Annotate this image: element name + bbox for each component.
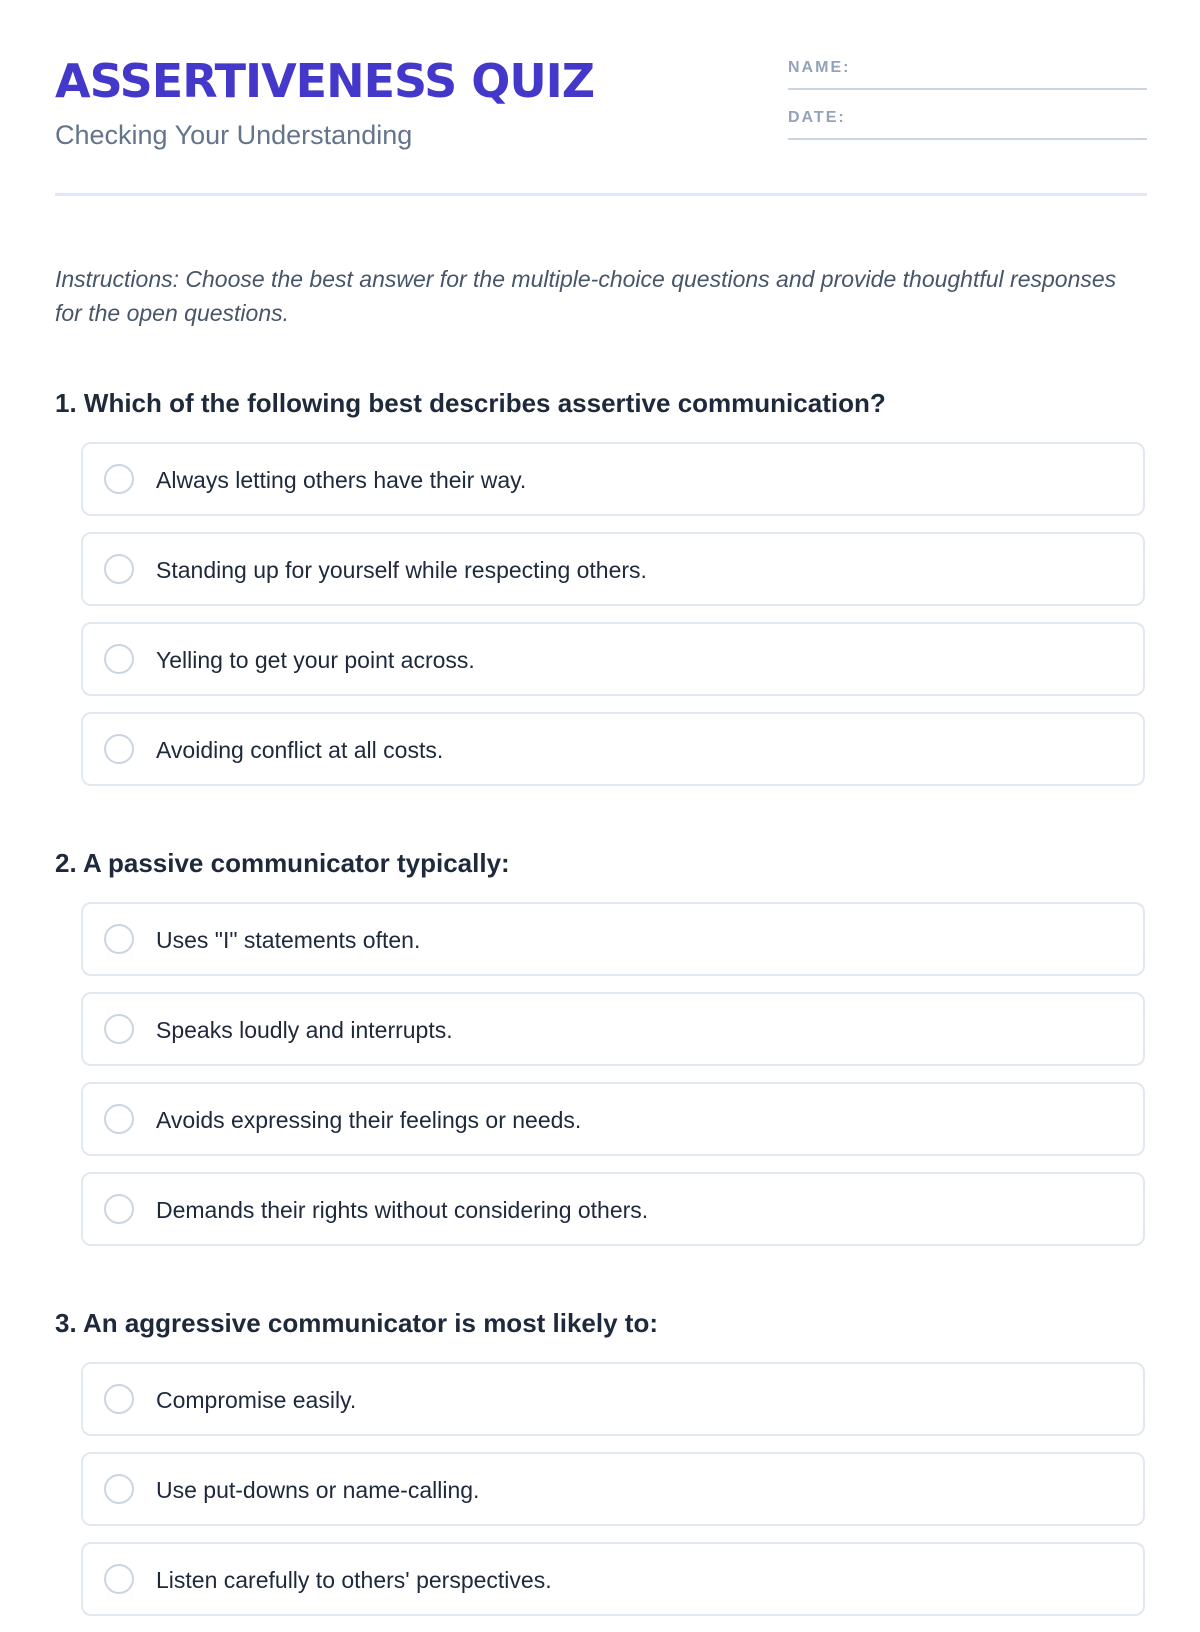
option-label: Standing up for yourself while respecting others.: [156, 557, 647, 583]
radio-button[interactable]: [104, 1474, 134, 1504]
option-label: Listen carefully to others' perspectives.: [156, 1567, 552, 1593]
option-1c[interactable]: [81, 622, 1145, 696]
header: [55, 0, 1147, 197]
option-label: Demands their rights without considering others.: [156, 1197, 649, 1223]
option-3a[interactable]: [81, 1362, 1145, 1436]
option-label: Compromise easily.: [156, 1387, 357, 1413]
question-text: 1. Which of the following best describes assertive communication?: [55, 388, 886, 418]
option-3b[interactable]: [81, 1452, 1145, 1526]
page-title: ASSERTIVENESS QUIZ: [55, 54, 595, 108]
radio-button[interactable]: [104, 1564, 134, 1594]
option-1b[interactable]: [81, 532, 1145, 606]
option-2b[interactable]: [81, 992, 1145, 1066]
question-1: [55, 387, 1147, 802]
question-text: 3. An aggressive communicator is most likely to:: [55, 1308, 659, 1338]
question-text: 2. A passive communicator typically:: [55, 848, 510, 878]
option-label: Yelling to get your point across.: [156, 647, 475, 673]
date-label: DATE:: [788, 109, 846, 126]
radio-button[interactable]: [104, 464, 134, 494]
option-label: Use put-downs or name-calling.: [156, 1477, 480, 1503]
quiz-page: [55, 0, 1147, 1593]
option-label: Avoids expressing their feelings or needs.: [156, 1107, 582, 1133]
options-list: [81, 1362, 1147, 1616]
name-label: NAME:: [788, 59, 851, 76]
option-label: Uses "I" statements often.: [156, 927, 421, 953]
options-list: [81, 442, 1147, 786]
radio-button[interactable]: [104, 924, 134, 954]
radio-button[interactable]: [104, 1194, 134, 1224]
date-field[interactable]: [788, 108, 1147, 140]
option-1a[interactable]: [81, 442, 1145, 516]
radio-button[interactable]: [104, 734, 134, 764]
option-2a[interactable]: [81, 902, 1145, 976]
option-label: Speaks loudly and interrupts.: [156, 1017, 453, 1043]
option-2d[interactable]: [81, 1172, 1145, 1246]
radio-button[interactable]: [104, 554, 134, 584]
radio-button[interactable]: [104, 1104, 134, 1134]
options-list: [81, 902, 1147, 1246]
header-divider: [55, 193, 1147, 196]
name-field[interactable]: [788, 58, 1147, 90]
student-info: [788, 0, 1147, 126]
question-3: [55, 1307, 1147, 1632]
radio-button[interactable]: [104, 644, 134, 674]
option-2c[interactable]: [81, 1082, 1145, 1156]
radio-button[interactable]: [104, 1014, 134, 1044]
question-2: [55, 847, 1147, 1262]
option-3c[interactable]: [81, 1542, 1145, 1616]
option-1d[interactable]: [81, 712, 1145, 786]
option-label: Always letting others have their way.: [156, 467, 527, 493]
radio-button[interactable]: [104, 1384, 134, 1414]
option-label: Avoiding conflict at all costs.: [156, 737, 444, 763]
page-subtitle: Checking Your Understanding: [55, 120, 413, 150]
instructions: Instructions: Choose the best answer for the multiple-choice questions and provide thoughtful responses for the open questions.: [55, 266, 1117, 326]
